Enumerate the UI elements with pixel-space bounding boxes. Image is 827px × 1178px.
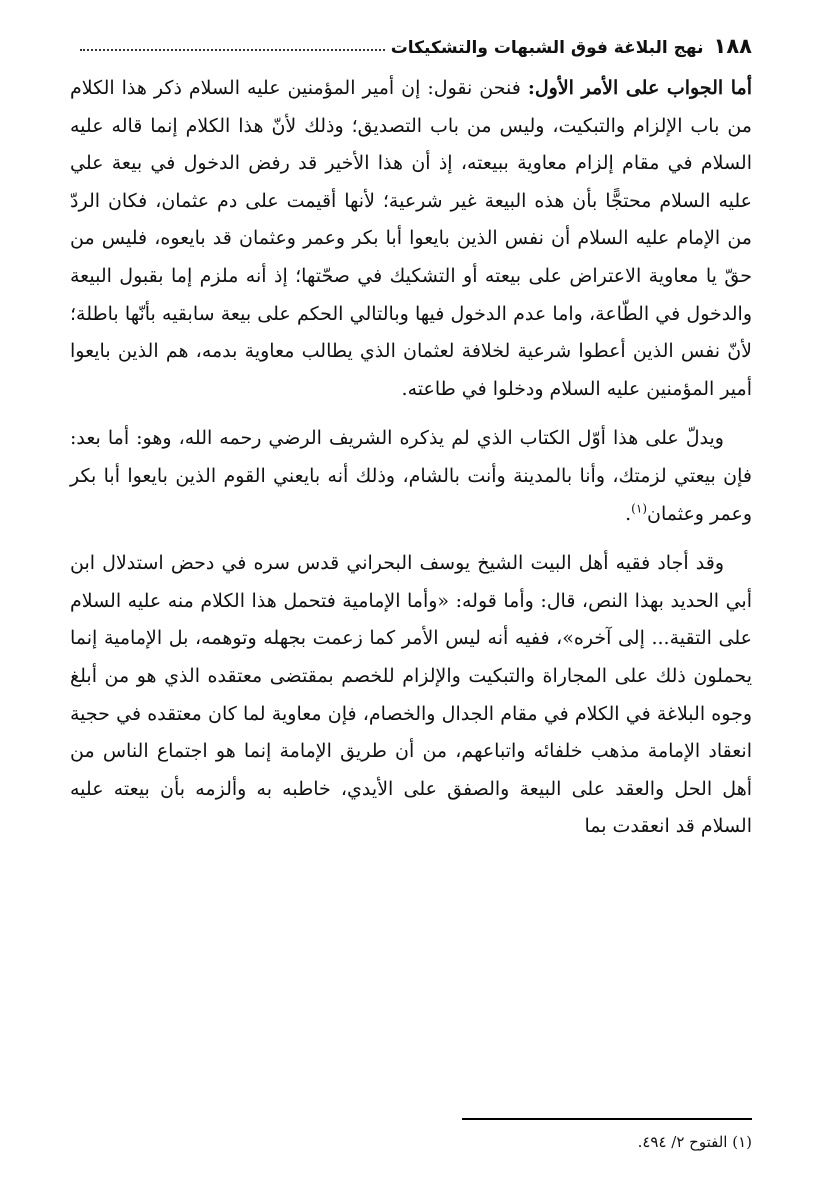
paragraph-2 — [70, 420, 752, 533]
header-dot-leader — [80, 49, 385, 51]
paragraph-text: فنحن نقول: إن أمير المؤمنين عليه السلام ذكر هذا الكلام من باب الإلزام والتبكيت، وليس من باب التصديق؛ وذلك لأنّ هذا الكلام إنما قاله عليه السلام في مقام إلزام معاوية ببيعته، إذ أن هذا الأخير قد رفض الدخول في بيعة علي عليه السلام محتجًّا بأن هذه البيعة غير شرعية؛ لأنها أقيمت على دم عثمان، فكان الردّ من الإمام عليه السلام أن نفس الذين بايعوا أبا بكر وعمر وعثمان قد بايعوه، فليس من حقّ يا معاوية الاعتراض على بيعته أو التشكيك في صحّتها؛ إذ أنه ملزم إما بقبول البيعة والدخول في الطّاعة، واما عدم الدخول فيها وبالتالي الحكم على بيعة سابقيه بأنّها باطلة؛ لأنّ نفس الذين أعطوا شرعية لخلافة لعثمان الذي يطالب معاوية بدمه، هم الذين بايعوا أمير المؤمنين عليه السلام ودخلوا في طاعته. — [70, 77, 752, 400]
paragraph-1 — [70, 70, 752, 408]
paragraph-3 — [70, 545, 752, 846]
paragraph-trail: . — [625, 502, 632, 525]
running-title: نهج البلاغة فوق الشبهات والتشكيكات — [390, 38, 704, 58]
body-text — [70, 70, 752, 858]
page-header — [70, 30, 752, 58]
paragraph-text: ويدلّ على هذا أوّل الكتاب الذي لم يذكره الشريف الرضي رحمه الله، وهو: أما بعد: فإن بيعتي لزمتك، وأنا بالمدينة وأنت بالشام، وذلك أنه بايعني القوم الذين بايعوا أبا بكر وعمر وعثمان — [70, 427, 752, 525]
paragraph-lead: أما الجواب على الأمر الأول: — [527, 77, 752, 99]
paragraph-text: وقد أجاد فقيه أهل البيت الشيخ يوسف البحراني قدس سره في دحض استدلال ابن أبي الحديد بهذا النص، قال: وأما قوله: «وأما الإمامية فتحمل هذا الكلام منه عليه السلام على التقية... إلى آخره»، ففيه أنه ليس الأمر كما زعمت بجهله وتوهمه، بل الإمامية إنما يحملون ذلك على المجاراة والتبكيت والإلزام للخصم بمقتضى معتقده الذي هو من أبلغ وجوه البلاغة في الكلام في مقام الجدال والخصام، فإن معاوية لما كان معتقده في حجية انعقاد الإمامة مذهب خلفائه واتباعهم، من أن طريق الإمامة إنما هو اجتماع الناس من أهل الحل والعقد على البيعة والصفق على الأيدي، خاطبه به وألزمه بأن بيعته عليه السلام قد انعقدت بما — [70, 552, 752, 838]
footnote: (١) الفتوح ٢/ ٤٩٤. — [637, 1133, 752, 1151]
footnote-divider — [462, 1118, 752, 1120]
page-number: ١٨٨ — [713, 34, 752, 58]
footnote-reference[interactable]: (١) — [631, 501, 647, 516]
